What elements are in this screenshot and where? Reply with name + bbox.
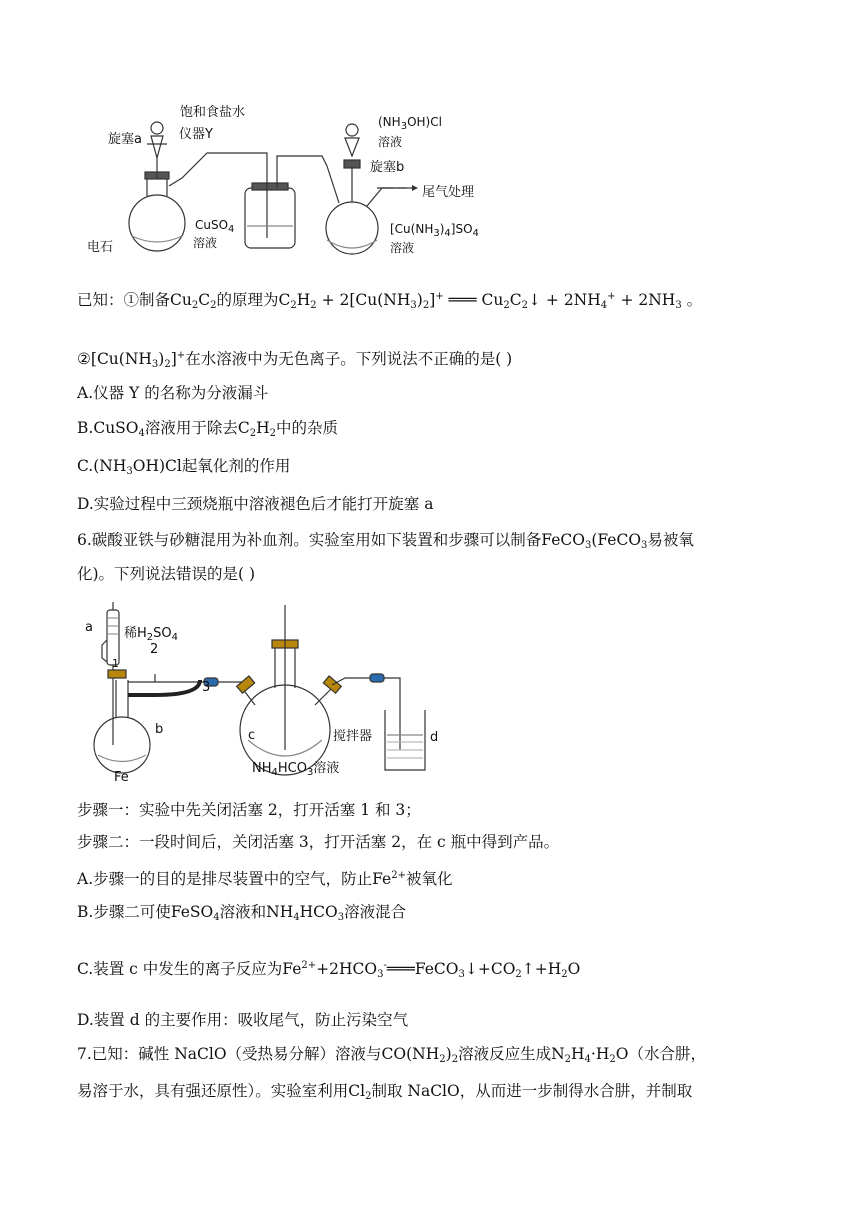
q6-stem-1: 6.碳酸亚铁与砂糖混用为补血剂。实验室用如下装置和步骤可以制备FeCO$_3$(FeCO$_3$易被氧 xyxy=(77,531,694,551)
q6-stem-2: 化)。下列说法错误的是( ) xyxy=(77,565,256,583)
label-fe: Fe xyxy=(114,770,129,785)
q5-option-a: A.仪器 Y 的名称为分液漏斗 xyxy=(77,384,269,402)
stopcock-a-label: 旋塞a xyxy=(108,132,142,147)
label-c: c xyxy=(248,728,256,743)
q7-line-1: 7.已知：碱性 NaClO（受热易分解）溶液与$CO(NH_2)_2$溶液反应生成$N_2H_4\cdot H_2O$（水合肼， xyxy=(77,1045,706,1065)
q5-known-2: $②[Cu(NH_3)_2]^+$在水溶液中为无色离子。下列说法不正确的是( ) xyxy=(77,350,513,370)
q5-option-d: D.实验过程中三颈烧瓶中溶液褪色后才能打开旋塞 a xyxy=(77,495,434,513)
complex-solution-label: 溶液 xyxy=(390,241,415,255)
cuso4-label: CuSO$_4$ xyxy=(195,218,235,235)
q5-option-c: $C.(NH_3OH)Cl$起氧化剂的作用 xyxy=(77,457,291,477)
q5-option-b: B.CuSO$_4$溶液用于除去$C_2H_2$中的杂质 xyxy=(77,419,339,439)
q6-option-d: D.装置 d 的主要作用：吸收尾气，防止污染空气 xyxy=(77,1011,409,1029)
label-d: d xyxy=(430,730,439,745)
label-a: a xyxy=(85,620,93,635)
nh3oh-cl-label: $(NH_3OH)Cl$ xyxy=(378,115,442,132)
acid-label: 稀$H_2SO_4$ xyxy=(124,626,179,643)
instrument-y-label: 仪器Y xyxy=(179,127,213,142)
complex-label: $[Cu(NH_3)_4]SO_4$ xyxy=(390,222,479,239)
q6-step-2: 步骤二：一段时间后，关闭活塞 3，打开活塞 2，在 c 瓶中得到产品。 xyxy=(77,833,560,851)
q6-option-b: B.步骤二可使FeSO$_4$溶液和$NH_4HCO_3$溶液混合 xyxy=(77,903,407,923)
q6-option-a: A.步骤一的目的是排尽装置中的空气，防止$Fe^{2+}$被氧化 xyxy=(77,870,453,888)
brine-label: 饱和食盐水 xyxy=(180,105,246,120)
q5-known-1: 已知：①制备$Cu_2C_2$的原理为$C_2H_2 + 2[Cu(NH_3)_2]^+$ ═══ $Cu_2C_2↓ + 2NH_4^+ + 2NH_3$ 。 xyxy=(77,291,703,311)
label-3: 3 xyxy=(202,680,211,695)
nh3oh-solution-label: 溶液 xyxy=(378,135,403,149)
label-b: b xyxy=(155,722,164,737)
nh4hco3-label: $NH_4HCO_3$溶液 xyxy=(252,761,340,778)
carbide-label: 电石 xyxy=(87,240,114,255)
label-2: 2 xyxy=(150,642,159,657)
stopcock-b-label: 旋塞b xyxy=(370,160,405,175)
q6-step-1: 步骤一：实验中先关闭活塞 2，打开活塞 1 和 3； xyxy=(77,801,421,819)
stirrer-label: 搅拌器 xyxy=(333,729,373,744)
q7-line-2: 易溶于水，具有强还原性）。实验室利用$Cl_2$制取 NaClO，从而进一步制得水合肼，并制取 xyxy=(77,1082,693,1102)
cuso4-solution-label: 溶液 xyxy=(193,236,218,250)
tail-gas-label: 尾气处理 xyxy=(422,185,475,200)
q6-option-c: C.装置 c 中发生的离子反应为$Fe^{2+}+2HCO_3^-═══FeCO_3↓+CO_2↑+H_2O$ xyxy=(77,960,581,980)
label-1: 1 xyxy=(112,657,119,670)
